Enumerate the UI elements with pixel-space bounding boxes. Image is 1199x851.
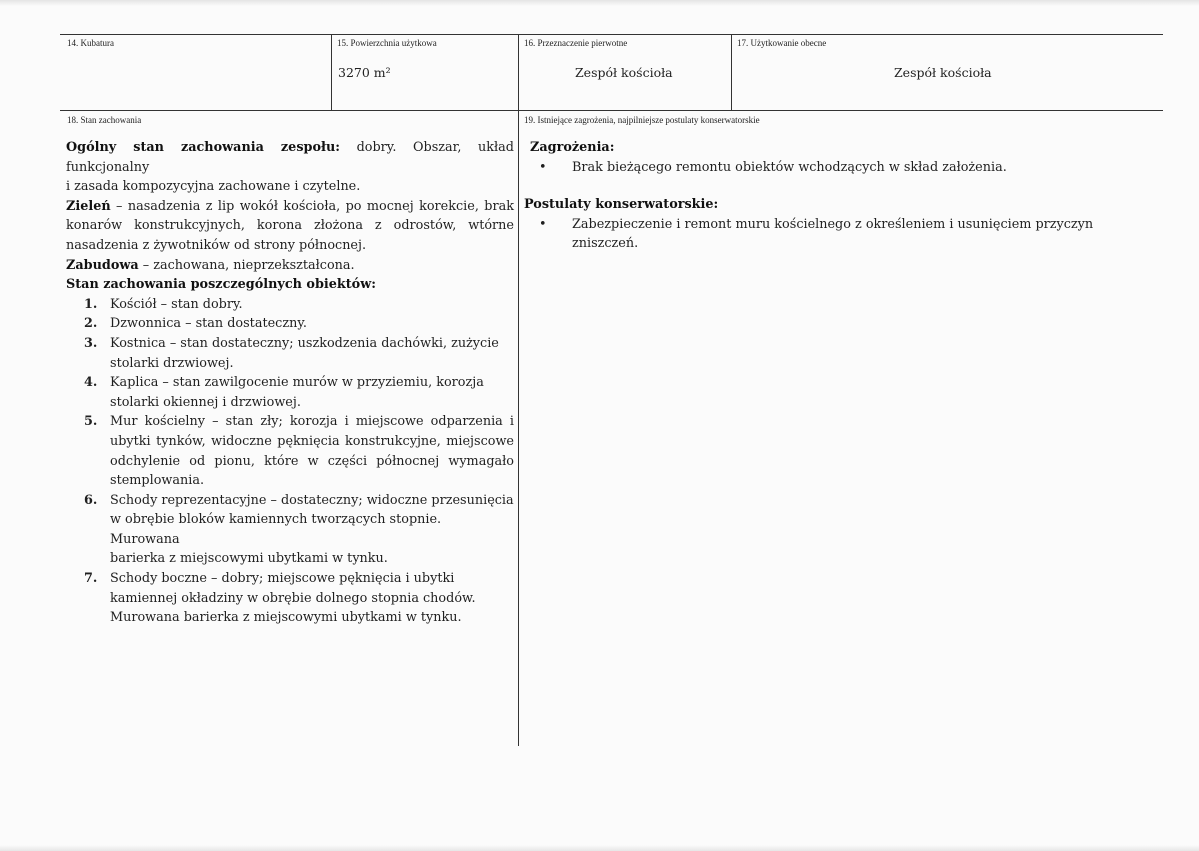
object-item — [66, 295, 514, 315]
object-item-number: 1. — [84, 296, 98, 312]
object-item-line: Kościół – stan dobry. — [110, 296, 243, 312]
object-item-number: 3. — [84, 335, 98, 351]
scan-bottom-edge — [0, 845, 1199, 851]
general-state-heading: Ogólny stan zachowania zespołu: — [66, 140, 340, 155]
general-state-line-1 — [66, 138, 514, 177]
scan-top-edge — [0, 0, 1199, 6]
bullet-icon: • — [539, 159, 547, 175]
bullet-text: Brak bieżącego remontu obiektów wchodzących w skład założenia. — [572, 159, 1007, 175]
original-purpose-value: Zespół kościoła — [575, 65, 673, 80]
buildings-text: – zachowana, nieprzekształcona. — [138, 257, 355, 273]
object-item-line: stolarki okiennej i drzwiowej. — [110, 394, 301, 410]
object-item-line: Kaplica – stan zawilgocenie murów w przyziemiu, korozja — [110, 375, 484, 391]
object-item — [66, 373, 514, 412]
threats-label: 19. Istniejące zagrożenia, najpilniejsze postulaty konserwatorskie — [524, 115, 760, 125]
threats-list — [524, 158, 1160, 178]
object-item — [66, 412, 514, 490]
col-divider-2 — [518, 34, 519, 746]
bullet-item — [524, 215, 1160, 254]
postulates-heading: Postulaty konserwatorskie: — [524, 197, 719, 213]
object-item-line: Mur kościelny – stan zły; korozja i miejscowe odparzenia i — [110, 414, 514, 430]
object-item-number: 5. — [84, 414, 98, 430]
buildings-line — [66, 256, 514, 276]
cubature-label: 14. Kubatura — [67, 38, 114, 48]
bullet-text: Zabezpieczenie i remont muru kościelnego z określeniem i usunięciem przyczyn zniszczeń. — [572, 216, 1094, 252]
object-item-line: Murowana barierka z miejscowymi ubytkami w tynku. — [110, 610, 462, 626]
objects-list — [66, 295, 514, 628]
col-divider-3 — [731, 34, 732, 111]
original-purpose-label: 16. Przeznaczenie pierwotne — [524, 38, 628, 48]
object-item-line: Schody reprezentacyjne – dostateczny; widoczne przesunięcia — [110, 492, 514, 508]
general-state-text-1: dobry. Obszar, układ funkcjonalny — [66, 140, 514, 175]
bullet-icon: • — [539, 216, 547, 232]
object-item-line: Schody boczne – dobry; miejscowe pęknięcia i ubytki — [110, 571, 455, 587]
greenery-text-3: nasadzenia z żywotników od strony północnej. — [66, 237, 367, 253]
object-item-line: Dzwonnica – stan dostateczny. — [110, 316, 307, 332]
area-label: 15. Powierzchnia użytkowa — [337, 38, 437, 48]
greenery-line-1 — [66, 197, 514, 217]
general-state-text-2: i zasada kompozycyjna zachowane i czytelne. — [66, 179, 361, 195]
object-item — [66, 314, 514, 334]
threats-heading: Zagrożenia: — [530, 140, 615, 155]
area-value: 3270 m² — [338, 65, 391, 80]
postulates-heading-line — [524, 195, 1160, 215]
table-top-rule — [60, 34, 1163, 35]
object-item-line: barierka z miejscowymi ubytkami w tynku. — [110, 551, 388, 567]
object-item-number: 2. — [84, 316, 98, 332]
state-label: 18. Stan zachowania — [67, 115, 142, 125]
object-item — [66, 569, 514, 628]
greenery-text-1: – nasadzenia z lip wokół kościoła, po mocnej korekcie, brak — [110, 198, 514, 214]
header-bottom-rule — [60, 110, 1163, 111]
objects-heading — [66, 275, 514, 295]
greenery-text-2: konarów konstrukcyjnych, korona złożona z odrostów, wtórne — [66, 218, 514, 234]
buildings-heading: Zabudowa — [66, 257, 139, 273]
object-item-line: ubytki tynków, widoczne pęknięcia konstrukcyjne, miejscowe — [110, 433, 514, 449]
object-item-number: 4. — [84, 375, 98, 391]
object-item — [66, 491, 514, 569]
threats-heading-line — [524, 138, 1160, 158]
object-item-line: odchylenie od pionu, które w części północnej wymagało — [110, 453, 514, 469]
object-item-line: stolarki drzwiowej. — [110, 355, 234, 371]
postulates-list — [524, 215, 1160, 254]
state-content — [66, 138, 514, 628]
object-item-number: 6. — [84, 492, 98, 508]
object-item-line: kamiennej okładziny w obrębie dolnego stopnia chodów. — [110, 590, 476, 606]
greenery-heading: Zieleń — [66, 198, 111, 214]
bullet-item — [524, 158, 1160, 178]
threats-content — [524, 138, 1160, 254]
objects-heading-text: Stan zachowania poszczególnych obiektów: — [66, 277, 376, 293]
object-item-number: 7. — [84, 571, 98, 587]
object-item-line: stemplowania. — [110, 473, 205, 489]
current-use-label: 17. Użytkowanie obecne — [737, 38, 827, 48]
col-divider-1 — [331, 34, 332, 111]
current-use-value: Zespół kościoła — [894, 65, 992, 80]
object-item-line: Kostnica – stan dostateczny; uszkodzenia dachówki, zużycie — [110, 335, 499, 351]
object-item — [66, 334, 514, 373]
object-item-line: w obrębie bloków kamiennych tworzących stopnie. Murowana — [110, 512, 442, 547]
